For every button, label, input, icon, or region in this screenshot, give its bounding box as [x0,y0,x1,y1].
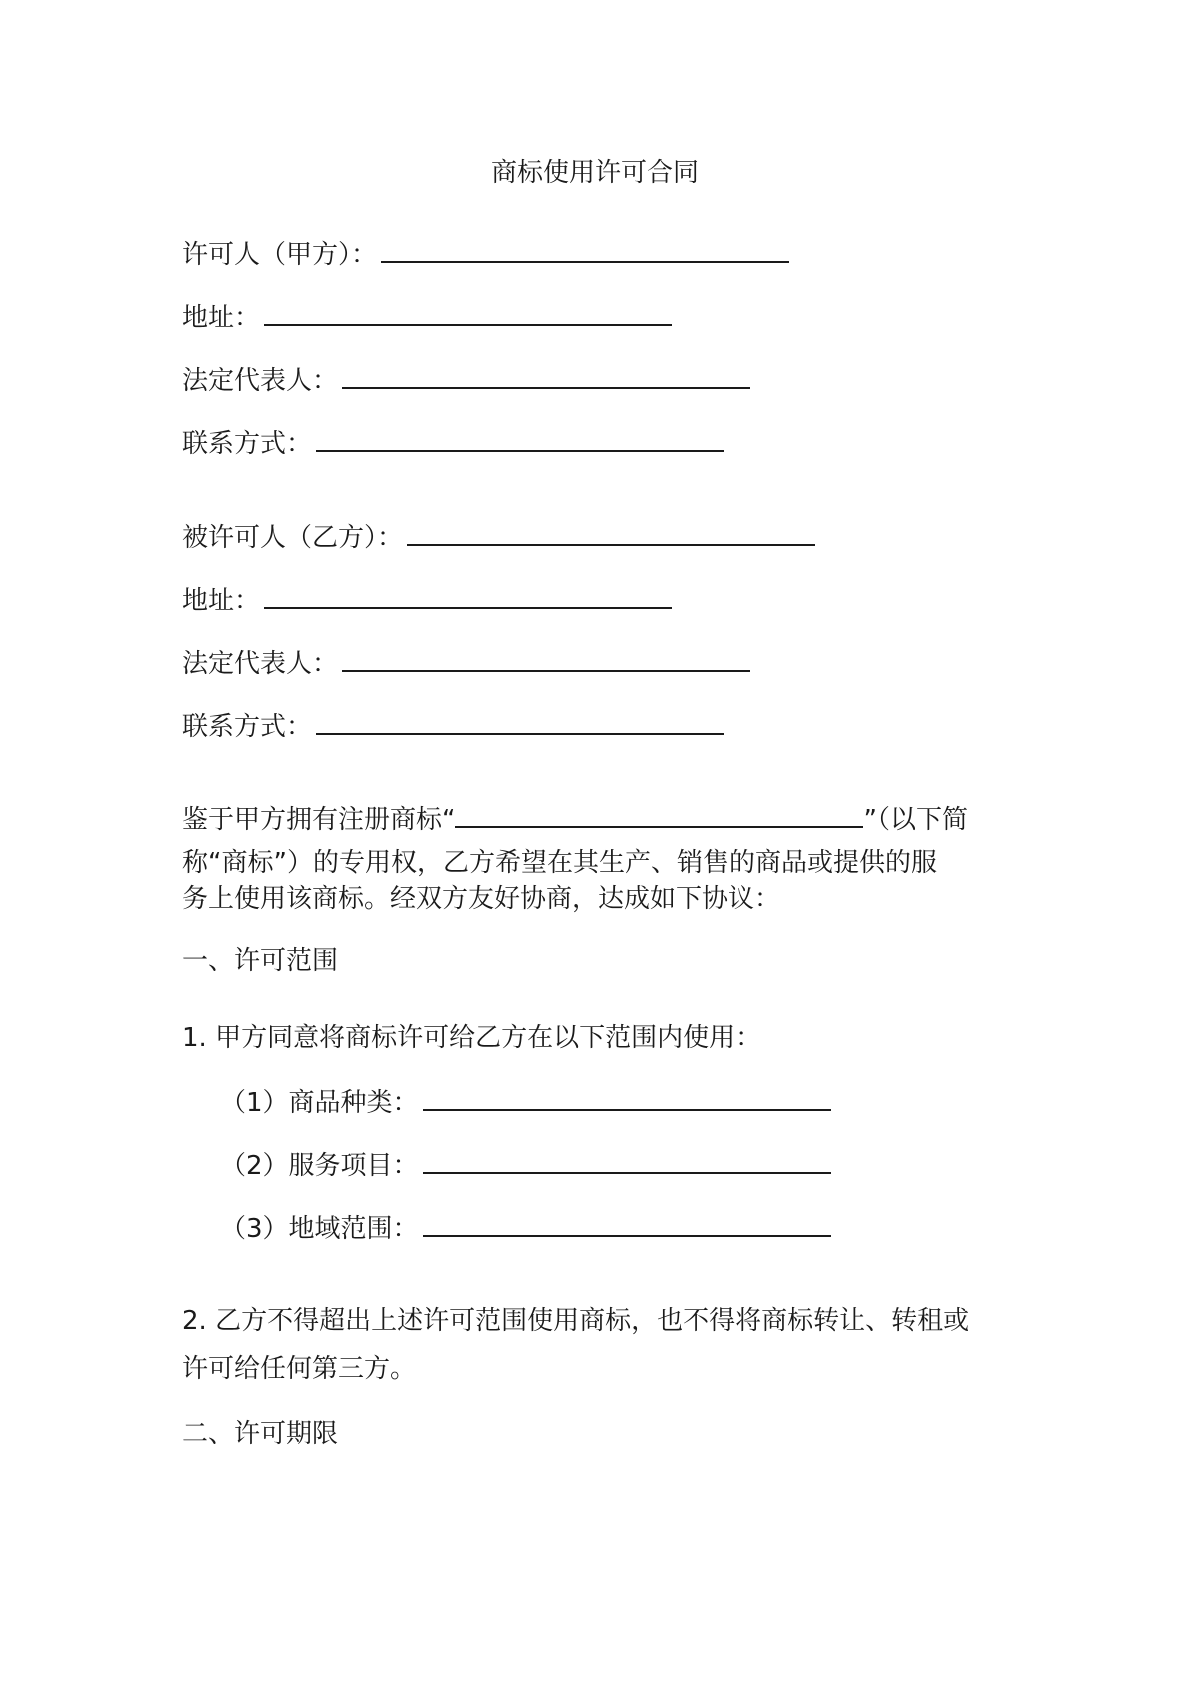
licensee-rep-label: 法定代表人： [182,649,339,679]
licensee-address-label: 地址： [182,586,261,616]
licensee-contact-label: 联系方式： [182,712,313,742]
licensee-address-blank [264,581,672,609]
clause-2-line-2: 许可给任何第三方。 [182,1354,417,1384]
licensee-address-row [182,581,672,619]
territory-blank [423,1209,831,1237]
licensor-address-label: 地址： [182,303,261,333]
licensor-rep-row [182,361,750,399]
licensee-rep-blank [342,644,750,672]
preamble [182,800,1022,917]
clause-2-line-1: 2. 乙方不得超出上述许可范围使用商标，也不得将商标转让、转租或 [182,1306,970,1336]
section-1-heading: 一、许可范围 [182,946,339,976]
licensee-rep-row [182,644,750,682]
trademark-name-blank [455,800,863,828]
licensee-blank [407,518,815,546]
territory-label: （3）地域范围： [220,1214,419,1244]
service-items-blank [423,1146,831,1174]
licensor-address-blank [264,298,672,326]
preamble-text-after-mark: ”（以下简 [863,805,968,835]
service-items-label: （2）服务项目： [220,1151,419,1181]
licensor-rep-blank [342,361,750,389]
licensee-label: 被许可人（乙方）： [182,523,404,553]
licensor-rep-label: 法定代表人： [182,366,339,396]
licensee-row [182,518,815,556]
licensor-contact-row [182,424,724,462]
service-items-row [220,1146,831,1184]
licensor-address-row [182,298,672,336]
preamble-line-1 [182,800,1022,838]
licensor-blank [381,235,789,263]
licensee-contact-blank [316,707,724,735]
licensee-contact-row [182,707,724,745]
clause-2 [182,1303,1022,1387]
licensor-contact-blank [316,424,724,452]
licensor-contact-label: 联系方式： [182,429,313,459]
preamble-text-before-mark: 鉴于甲方拥有注册商标“ [182,805,456,835]
goods-category-row [220,1083,831,1121]
licensor-label: 许可人（甲方）： [182,240,378,270]
goods-category-blank [423,1083,831,1111]
preamble-line-3: 务上使用该商标。经双方友好协商，达成如下协议： [182,884,781,914]
document-title: 商标使用许可合同 [490,158,699,188]
section-2-heading: 二、许可期限 [182,1419,339,1449]
goods-category-label: （1）商品种类： [220,1088,419,1118]
licensor-row [182,235,789,273]
preamble-line-2: 称“商标”）的专用权，乙方希望在其生产、销售的商品或提供的服 [182,848,937,878]
clause-1: 1. 甲方同意将商标许可给乙方在以下范围内使用： [182,1023,762,1053]
territory-row [220,1209,831,1247]
